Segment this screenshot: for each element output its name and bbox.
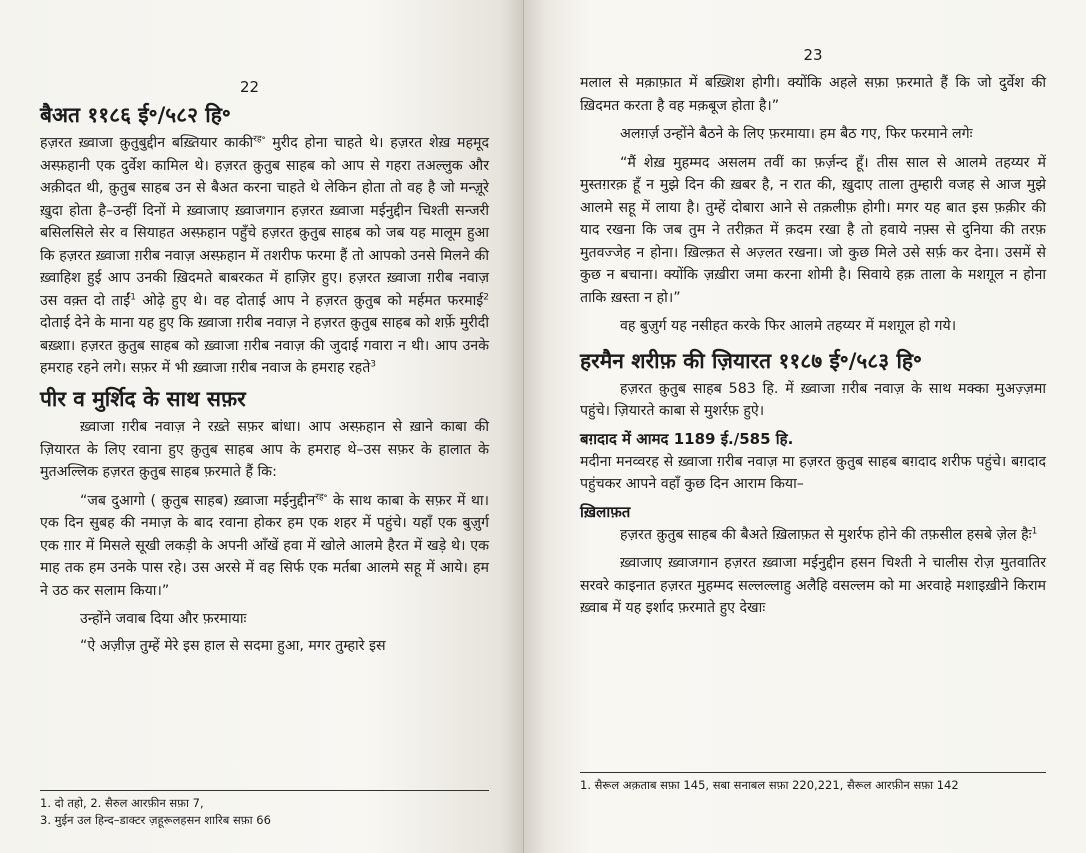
- honorific-mark: रह॰: [253, 134, 266, 145]
- paragraph: [40, 132, 489, 380]
- paragraph: मदीना मनव्वरह से ख़्वाजा ग़रीब नवाज़ मा हज़रत क़ुतुब साहब बग़दाद शरीफ पहुंचे। बग़दाद पहुंचकर आपने वहाँ कुछ दिन आराम किया–: [580, 453, 1046, 493]
- footnote: 1. दो तहो, 2. सैरुल आरफ़ीन सफ़ा 7,: [40, 796, 204, 810]
- footnote-ref: 1: [130, 292, 136, 303]
- section-heading: बैअत ११८६ ई॰/५८२ हि॰: [40, 103, 231, 127]
- footnote-ref: 2: [483, 292, 489, 303]
- quote-paragraph: “मैं शेख़ मुहम्मद असलम तवीं का फ़र्ज़न्द हूँ। तीस साल से आलमे तहय्यर में मुस्तग़रक़ हूँ न मुझे दिन की ख़बर है, न रात की, ख़ुदाए ताला तुम्हारी वजह से आज मुझे आलमे सहू में लाया है। तुम्हें दोबारा आने से तक़लीफ़ होगी। मगर यह बात इस फ़क़ीर की याद रखना कि जब तुम ने तरीक़त में क़दम रखा है तो हवाये नफ़्स से दुनिया की तरफ़ मुतवज्जेह न होना। ख़िल्क़त से अज़्लत रखना। जो कुछ मिले उसे सर्फ़ कर देना। उसमें से कुछ न बचाना। क्योंकि ज़ख़ीरा जमा करना शोमी है। सिवाये हक़ ताला के मशग़ूल न होना ताकि ख़स्ता न हो।”: [580, 154, 1046, 306]
- text-run: हज़रत ख़्वाजा क़ुतुबुद्दीन बख़्तियार काकी: [40, 135, 254, 152]
- page-number: 23: [803, 46, 823, 64]
- text-run: दोताई देने के माना यह हुए कि ख़्वाजा ग़रीब नवाज़ ने हज़रत क़ुतुब साहब को शर्फ़े मुरीदी बख़्शा। हज़रत क़ुतुब साहब को ख़्वाजा ग़रीब नवाज़ की जुदाई गवारा न थी। आप उनके हमराह रहने लगे। सफ़र में भी ख़्वाजा ग़रीब नवाज के हमराह रहते: [40, 315, 489, 377]
- sub-heading: ख़िलाफ़त: [580, 502, 631, 521]
- paragraph: उन्होंने जवाब दिया और फ़रमायाः: [80, 611, 247, 627]
- text-run: “जब दुआगो ( क़ुतुब साहब) ख़्वाजा मईनुद्दीन: [80, 492, 316, 509]
- quote-paragraph: “ऐ अज़ीज़ तुम्हें मेरे इस हाल से सदमा हुआ, मगर तुम्हारे इस: [80, 637, 386, 654]
- paragraph: ख़्वाजाए ख़्वाजगान हज़रत ख़्वाजा मईनुद्दीन हसन चिश्ती ने चालीस रोज़ मुतवातिर सरवरे काइनात हज़रत मुहम्मद सल्लल्लाहु अलैहि वसल्लम को मा अरवाहे मशाइख़ीने किराम ख़्वाब में यह इर्शाद फ़रमाते हुए देखाः: [580, 555, 1046, 617]
- footnotes: [580, 772, 1046, 794]
- footnote: 1. सैरूल अक़ताब सफ़ा 145, सबा सनाबल सफ़ा 220,221, सैरूल आरफ़ीन सफ़ा 142: [580, 778, 959, 792]
- footnotes: [40, 790, 489, 829]
- paragraph: हज़रत क़ुतुब साहब 583 हि. में ख़्वाजा ग़रीब नवाज़ के साथ मक्का मुअज़्ज़मा पहुंचे। ज़ियारते काबा से मुशर्रफ़ हुऐ।: [580, 380, 1046, 420]
- quote-paragraph: [40, 490, 489, 603]
- page-number: 22: [239, 78, 260, 96]
- text-run: ओढ़े हुए थे। वह दोताई आप ने हज़रत क़ुतुब को मर्हमत फरमाई: [135, 292, 484, 309]
- text-run: मुरीद होना चाहते थे। हज़रत शेख़ महमूद अस्फ़हानी एक दुर्वेश कामिल थे। हज़रत क़ुतुब साहब को आप से गहरा तअल्लुक और अक़ीदत थी, क़ुतुब साहब उन से बैअत करना चाहते थे लेकिन होता तो वह है जो मन्ज़ूरे ख़ुदा होता है–उन्हीं दिनों मे ख़्वाजाए ख़्वाजगान हज़रत ख़्वाजा मईनुद्दीन चिश्ती सन्जरी बसिलसिले सेर व सियाहत अस्फ़हान पहुँचे हज़रत क़ुतुब साहब को जब यह मालूम हुआ कि हज़रत ख़्वाजा ग़रीब नवाज़ अस्फ़हान में तशरीफ फरमा हैं तो आपको उनसे मिलने की ख़्वाहिश हुई आप उनकी ख़िदमते बाबरकत में हाज़िर हुए। हज़रत ख़्वाजा ग़रीब नवाज़ उस वक़्त दो ताईं: [40, 135, 490, 309]
- paragraph: वह बुज़ुर्ग यह नसीहत करके फिर आलमे तहय्यर में मशग़ूल हो गये।: [620, 318, 957, 334]
- paragraph: मलाल से मक़ाफ़ात में बख़्शिश होगी। क्योंकि अहले सफ़ा फ़रमाते हैं कि जो दुर्वेश की ख़िदमत करता है वह मक़बूज होता है।”: [580, 75, 1046, 114]
- footnote-ref: 3: [370, 359, 377, 370]
- text-run: हज़रत क़ुतुब साहब की बैअते ख़िलाफ़त से मुशर्रफ होने की तफ़सील हसबे ज़ेल हैः: [620, 526, 1032, 543]
- sub-heading: बग़दाद में आमद 1189 ई./585 हि.: [580, 429, 794, 448]
- text-run: के साथ काबा के सफ़र में था। एक दिन सुबह की नमाज़ के बाद रवाना होकर हम एक शहर में पहुंचे। यहाँ एक बुज़ुर्ग एक ग़ार में मिसले सूखी लकड़ी के अपनी आँखें हवा में खोले आलमे हैरत में खड़े थे। एक माह तक हम उनके पास रहे। उस अरसे में वह सिर्फ एक मर्तबा आलमे सहू में आये। हम ने उठ कर सलाम किया।”: [40, 492, 489, 599]
- section-heading: पीर व मुर्शिद के साथ सफ़र: [40, 386, 246, 411]
- footnote-ref: 1: [1031, 526, 1038, 537]
- paragraph: अलग़र्ज़ उन्होंने बैठने के लिए फ़रमाया। हम बैठ गए, फिर फरमाने लगेः: [620, 126, 973, 142]
- footnote: 3. मुईन उल हिन्द–डाक्टर ज़हूरूलहसन शारिब सफ़ा 66: [40, 813, 271, 827]
- section-heading: हरमैन शरीफ़ की ज़ियारत ११८७ ई॰/५८३ हि॰: [580, 348, 922, 373]
- paragraph: ख़्वाजा ग़रीब नवाज़ ने रख़्ते सफ़र बांधा। आप अस्फ़हान से ख़ाने काबा की ज़ियारत के लिए रवाना हुए क़ुतुब साहब आप के हमराह थे–उस सफ़र के हालात के मुतअल्लिक हज़रत क़ुतुब साहब फ़रमाते हैं कि:: [40, 419, 489, 480]
- right-page: [524, 0, 1086, 853]
- honorific-mark: रह॰: [315, 491, 328, 502]
- left-page: [0, 0, 524, 853]
- paragraph: [580, 524, 1046, 547]
